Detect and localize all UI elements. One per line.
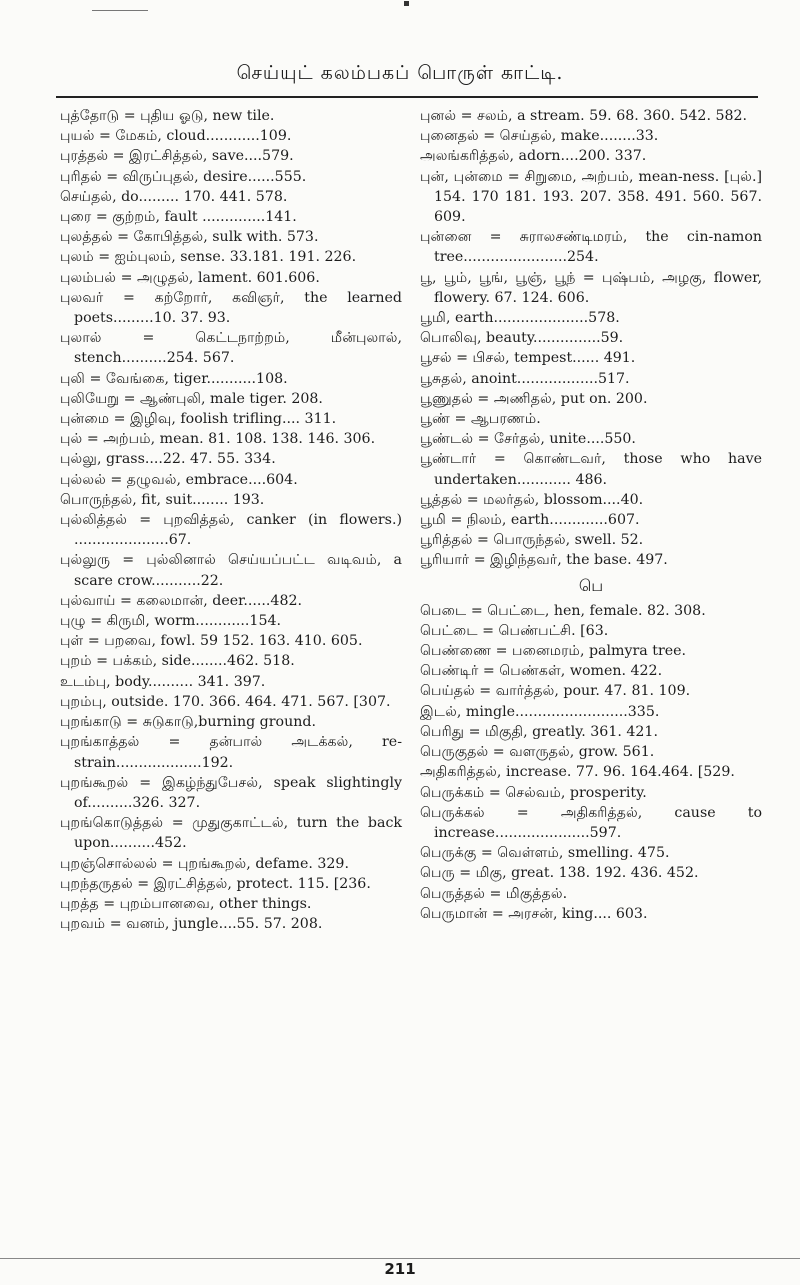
glossary-entry: புறம் = பக்கம், side........462. 518. xyxy=(60,653,295,670)
glossary-entry: புரத்தல் = இரட்சித்தல், save....579. xyxy=(60,148,294,165)
glossary-entry: பூரித்தல் = பொருந்தல், swell. 52. xyxy=(420,532,644,549)
glossary-entry: புறங்கொடுத்தல் = முதுகுகாட்டல், turn the back upon..........452. xyxy=(60,815,402,852)
right-entries-group-2 xyxy=(420,601,762,924)
glossary-entry: புனைதல் = செய்தல், make........33. xyxy=(420,128,659,145)
glossary-entry: பெருக்கு = வெள்ளம், smelling. 475. xyxy=(420,845,670,862)
glossary-entry: புரை = குற்றம், fault ..............141. xyxy=(60,209,297,226)
glossary-entry: புத்தோடு = புதிய ஓடு, new tile. xyxy=(60,108,275,124)
glossary-entry: புறங்கூறல் = இகழ்ந்துபேசல், speak slightingly of..........326. 327. xyxy=(60,774,402,811)
glossary-entry: பூ, பூம், பூங், பூஞ், பூந் = புஷ்பம், அழகு, flower, flowery. 67. 124. 606. xyxy=(420,269,762,306)
glossary-entry: பூரியார் = இழிந்தவர், the base. 497. xyxy=(420,552,668,569)
glossary-entry: பூத்தல் = மலர்தல், blossom....40. xyxy=(420,491,644,508)
glossary-entry: புலவர் = கற்றோர், கவிஞர், the learned poets.........10. 37. 93. xyxy=(60,289,402,327)
glossary-entry: புல்வாய் = கலைமான், deer......482. xyxy=(60,592,303,609)
glossary-entry: செய்தல், do......... 170. 441. 578. xyxy=(60,188,288,205)
glossary-entry: புறங்காடு = சுடுகாடு,burning ground. xyxy=(60,714,316,731)
page-header: செய்யுட் கலம்பகப் பொருள் காட்டி. xyxy=(236,62,564,84)
glossary-entry: புல்லுரு = புல்லினால் செய்யப்பட்ட வடிவம், a scare crow...........22. xyxy=(60,552,402,589)
glossary-entry: பூண் = ஆபரணம். xyxy=(420,411,541,428)
glossary-entry: பூமி, earth.....................578. xyxy=(420,310,620,327)
glossary-entry: பெருமான் = அரசன், king.... 603. xyxy=(420,905,648,922)
glossary-entry: அலங்கரித்தல், adorn....200. 337. xyxy=(420,148,647,165)
glossary-entry: புலியேறு = ஆண்புலி, male tiger. 208. xyxy=(60,390,323,407)
page-number: 211 xyxy=(384,1260,416,1278)
letter-heading: பெ xyxy=(578,575,604,595)
glossary-entry: புறந்தருதல் = இரட்சித்தல், protect. 115. [236. xyxy=(60,875,371,892)
glossary-entry: பெருக்கல் = அதிகரித்தல், cause to increase.....................597. xyxy=(420,804,762,841)
glossary-entry: புலம் = ஐம்புலம், sense. 33.181. 191. 226. xyxy=(60,249,357,266)
glossary-entry: புரிதல் = விருப்புதல், desire......555. xyxy=(60,168,307,185)
page-footer xyxy=(0,1258,800,1285)
glossary-entry: புல்லு, grass....22. 47. 55. 334. xyxy=(60,451,276,468)
glossary-entry: புன்மை = இழிவு, foolish trifling.... 311. xyxy=(60,411,337,428)
glossary-entry: இடல், mingle.........................335. xyxy=(420,703,660,720)
glossary-entry: புலால் = கெட்டநாற்றம், மீன்புலால், stench..........254. 567. xyxy=(60,330,402,367)
glossary-entry: புல்லித்தல் = புறவித்தல், canker (in flowers.) .....................67. xyxy=(60,512,402,549)
header-rule xyxy=(56,96,758,98)
glossary-entry: புள் = பறவை, fowl. 59 152. 163. 410. 605. xyxy=(60,633,363,650)
glossary-entry: பொருந்தல், fit, suit........ 193. xyxy=(60,491,265,508)
glossary-entry: பூமி = நிலம், earth.............607. xyxy=(420,512,640,529)
glossary-entry: புறவம் = வனம், jungle....55. 57. 208. xyxy=(60,916,323,933)
glossary-entry: புல் = அற்பம், mean. 81. 108. 138. 146. 306. xyxy=(60,431,376,448)
glossary-entry: புன், புன்மை = சிறுமை, அற்பம், mean-ness. [புல்.] 154. 170 181. 193. 207. 358. 491. 560. 567. 609. xyxy=(420,168,762,226)
glossary-entry: பெருகுதல் = வளருதல், grow. 561. xyxy=(420,744,655,761)
glossary-entry: அதிகரித்தல், increase. 77. 96. 164.464. [529. xyxy=(420,764,735,781)
glossary-entry: புலி = வேங்கை, tiger...........108. xyxy=(60,370,288,387)
glossary-entry: பூசுதல், anoint..................517. xyxy=(420,370,630,387)
glossary-entry: புலம்பல் = அழுதல், lament. 601.606. xyxy=(60,269,320,286)
right-entries-group-1 xyxy=(420,106,762,571)
glossary-entry: புழு = கிருமி, worm............154. xyxy=(60,613,282,630)
glossary-entry: பெண்ணை = பனைமரம், palmyra tree. xyxy=(420,643,687,660)
glossary-entry: பெட்டை = பெண்பட்சி. [63. xyxy=(420,622,609,639)
glossary-entry: பூண்டல் = சேர்தல், unite....550. xyxy=(420,431,636,448)
glossary-entry: பெண்டிர் = பெண்கள், women. 422. xyxy=(420,663,663,680)
glossary-entry: புன்னை = சுராலசண்டிமரம், the cin-namon tree.......................254. xyxy=(420,229,762,266)
glossary-entry: பெருக்கம் = செல்வம், prosperity. xyxy=(420,784,647,801)
left-column xyxy=(60,106,402,934)
glossary-entry: பெருத்தல் = மிகுத்தல். xyxy=(420,885,568,902)
glossary-entry: பொலிவு, beauty...............59. xyxy=(420,330,624,347)
glossary-entry: புலத்தல் = கோபித்தல், sulk with. 573. xyxy=(60,229,319,246)
glossary-entry: பூண்டார் = கொண்டவர், those who have undertaken............ 486. xyxy=(420,451,762,488)
glossary-entry: புறங்காத்தல் = தன்பால் அடக்கல், re-strain...................192. xyxy=(60,734,402,771)
glossary-entry: பெடை = பெட்டை, hen, female. 82. 308. xyxy=(420,602,706,619)
glossary-entry: புல்லல் = தழுவல், embrace....604. xyxy=(60,471,298,488)
right-column xyxy=(420,106,762,924)
print-stroke xyxy=(92,10,148,11)
glossary-entry: பூசல் = பிசல், tempest...... 491. xyxy=(420,350,636,367)
glossary-entry: புறஞ்சொல்லல் = புறங்கூறல், defame. 329. xyxy=(60,855,349,872)
glossary-entry: புனல் = சலம், a stream. 59. 68. 360. 542. 582. xyxy=(420,108,748,124)
print-tick xyxy=(404,1,409,6)
glossary-entry: உடம்பு, body.......... 341. 397. xyxy=(60,673,266,690)
print-mark xyxy=(0,0,800,28)
glossary-entry: பெரு = மிகு, great. 138. 192. 436. 452. xyxy=(420,865,699,882)
glossary-entry: புயல் = மேகம், cloud............109. xyxy=(60,128,292,145)
glossary-entry: பெரிது = மிகுதி, greatly. 361. 421. xyxy=(420,723,658,740)
glossary-entry: பூணுதல் = அணிதல், put on. 200. xyxy=(420,390,648,407)
glossary-entry: புறத்த = புறம்பானவை, other things. xyxy=(60,895,312,912)
glossary-entry: பெய்தல் = வார்த்தல், pour. 47. 81. 109. xyxy=(420,683,691,700)
glossary-entry: புறம்பு, outside. 170. 366. 464. 471. 567. [307. xyxy=(60,693,391,710)
